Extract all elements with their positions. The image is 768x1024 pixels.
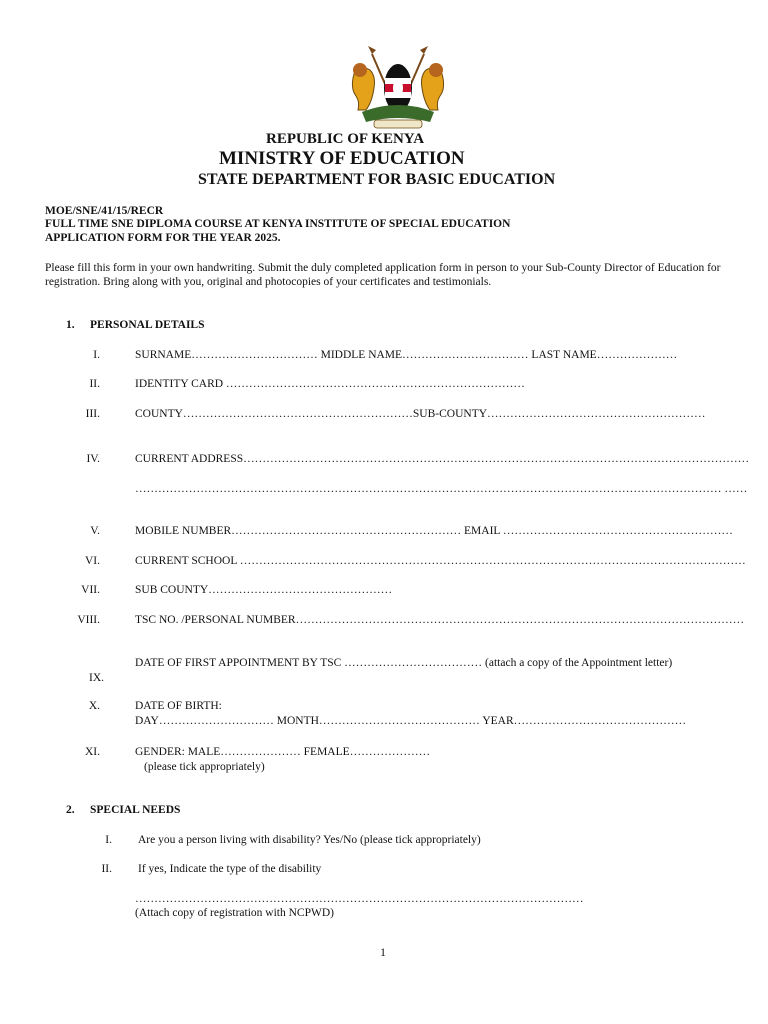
section-1-number: 1.: [66, 319, 75, 331]
county-field[interactable]: COUNTY……………………………………………………SUB-COUNTY…………………………………………………: [135, 408, 706, 420]
ministry-heading: MINISTRY OF EDUCATION: [219, 148, 465, 169]
page-number: 1: [380, 945, 386, 959]
first-appointment-field[interactable]: DATE OF FIRST APPOINTMENT BY TSC ……………………………… (attach a copy of the Appointment letter): [135, 657, 673, 669]
mobile-email-field[interactable]: MOBILE NUMBER…………………………………………………… EMAIL ……………………………………………………: [135, 525, 733, 537]
item-number: VI.: [84, 555, 100, 567]
section-2-title: SPECIAL NEEDS: [90, 804, 181, 816]
gender-field[interactable]: GENDER: MALE………………… FEMALE…………………: [135, 746, 431, 758]
item-number: IX.: [88, 672, 104, 684]
item-number: I.: [93, 349, 100, 361]
date-of-birth-field[interactable]: DAY………………………… MONTH…………………………………… YEAR………………………………………: [135, 715, 687, 727]
disability-question[interactable]: Are you a person living with disability? Yes/No (please tick appropriately): [138, 834, 481, 846]
republic-heading: REPUBLIC OF KENYA: [266, 131, 425, 147]
item-number: VIII.: [77, 614, 100, 626]
current-address-line-2[interactable]: ……………………………………………………………………………………………………………………………………… ……: [135, 483, 748, 495]
item-number: VII.: [81, 584, 100, 596]
gender-hint: (please tick appropriately): [144, 761, 265, 773]
item-number: III.: [85, 408, 100, 420]
course-title: FULL TIME SNE DIPLOMA COURSE AT KENYA INSTITUTE OF SPECIAL EDUCATION: [45, 218, 511, 230]
item-number: II.: [101, 863, 112, 875]
item-number: IV.: [86, 453, 100, 465]
section-2-number: 2.: [66, 804, 75, 816]
surname-field[interactable]: SURNAME…………………………… MIDDLE NAME…………………………… LAST NAME…………………: [135, 349, 678, 361]
item-number: II.: [89, 378, 100, 390]
kenya-coat-of-arms-icon: [344, 44, 452, 132]
instructions-paragraph: Please fill this form in your own handwriting. Submit the duly completed application form in person to your Sub-County Director of Education for registration. Bring along with you, original and photocopies of your certificates and testimonials.: [45, 262, 721, 288]
date-of-birth-label: DATE OF BIRTH:: [135, 700, 222, 712]
current-address-field[interactable]: CURRENT ADDRESS……………………………………………………………………………………………………………………: [135, 453, 750, 465]
identity-card-field[interactable]: IDENTITY CARD ……………………………………………………………………: [135, 378, 525, 390]
section-1-title: PERSONAL DETAILS: [90, 319, 205, 331]
current-school-field[interactable]: CURRENT SCHOOL ……………………………………………………………………………………………………………………: [135, 555, 746, 567]
disability-type-label: If yes, Indicate the type of the disability: [138, 863, 322, 875]
disability-type-field[interactable]: ………………………………………………………………………………………………………: [135, 893, 584, 905]
item-number: X.: [88, 700, 100, 712]
reference-code: MOE/SNE/41/15/RECR: [45, 205, 164, 217]
department-heading: STATE DEPARTMENT FOR BASIC EDUCATION: [198, 171, 556, 188]
form-title: APPLICATION FORM FOR THE YEAR 2025.: [45, 232, 281, 244]
tsc-number-field[interactable]: TSC NO. /PERSONAL NUMBER………………………………………………………………………………………………………: [135, 614, 745, 626]
sub-county-field[interactable]: SUB COUNTY…………………………………………: [135, 584, 393, 596]
ncpwd-note: (Attach copy of registration with NCPWD): [135, 907, 334, 919]
item-number: XI.: [84, 746, 100, 758]
item-number: V.: [90, 525, 100, 537]
item-number: I.: [105, 834, 112, 846]
